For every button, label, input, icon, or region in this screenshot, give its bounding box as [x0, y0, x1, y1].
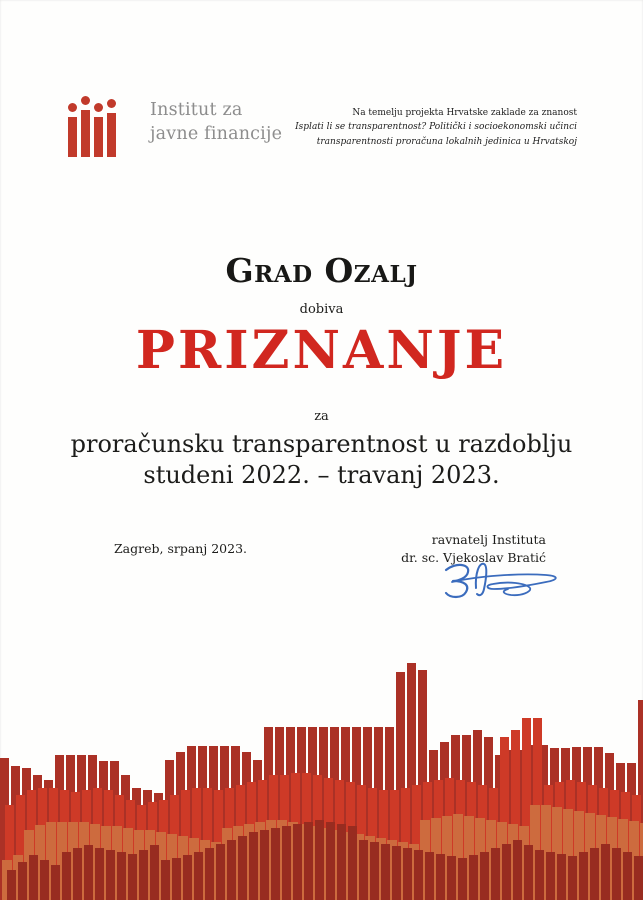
signature-icon [418, 556, 568, 611]
decoration-bar [557, 854, 566, 900]
institute-logo-icon [68, 96, 116, 157]
signatory-role: ravnatelj Instituta [431, 532, 546, 547]
for-label: za [314, 409, 329, 424]
decoration-bar [18, 862, 27, 900]
decoration-bar [238, 836, 247, 900]
decoration-bar [293, 824, 302, 900]
decoration-bar [62, 852, 71, 900]
decoration-bar [414, 850, 423, 900]
decoration-bar [271, 828, 280, 900]
decoration-bar [469, 855, 478, 900]
decoration-bar [436, 854, 445, 900]
decoration-bar [29, 855, 38, 900]
receives-label: dobiva [299, 302, 344, 317]
decoration-bar [579, 852, 588, 900]
decoration-bar [249, 832, 258, 900]
decoration-bar [40, 860, 49, 900]
signatory-name: dr. sc. Vjekoslav Bratić [401, 549, 546, 565]
award-description [0, 429, 643, 491]
institute-name-line2: javne financije [150, 123, 283, 144]
decoration-bar [623, 852, 632, 900]
decoration-bar [73, 848, 82, 900]
decoration-bar [458, 858, 467, 900]
project-note-line3: transparentnosti proračuna lokalnih jedinica u Hrvatskoj [316, 136, 577, 147]
institute-name-line1: Institut za [150, 100, 243, 120]
decoration-bar [491, 848, 500, 900]
decoration-bar [392, 846, 401, 900]
decoration-bar [590, 848, 599, 900]
decoration-bar [150, 845, 159, 900]
decoration-bar [139, 850, 148, 900]
project-note [295, 106, 577, 149]
logo-i-glyph [94, 103, 103, 157]
decoration-bar [172, 858, 181, 900]
decoration-bar [359, 840, 368, 900]
bar-skyline-decoration [0, 655, 643, 900]
decoration-bar [403, 848, 412, 900]
decoration-bar [282, 826, 291, 900]
decoration-bar [370, 842, 379, 900]
institute-name [150, 99, 282, 146]
decoration-bar [480, 852, 489, 900]
decoration-bar [161, 860, 170, 900]
decoration-bar [194, 852, 203, 900]
decoration-bar [326, 822, 335, 900]
decoration-bar [183, 855, 192, 900]
decoration-bar [546, 852, 555, 900]
decoration-bar [535, 850, 544, 900]
logo-i-glyph [68, 103, 77, 157]
decoration-bar [7, 870, 16, 900]
decoration-bar [95, 848, 104, 900]
logo-i-glyph [107, 99, 116, 157]
decoration-bar [227, 840, 236, 900]
decoration-bar [524, 845, 533, 900]
decoration-bar [348, 826, 357, 900]
decoration-bar [634, 856, 643, 900]
decoration-bar [612, 848, 621, 900]
decoration-bar [117, 852, 126, 900]
decoration-bar [205, 848, 214, 900]
place-date: Zagreb, srpanj 2023. [114, 541, 247, 556]
award-description-line1: proračunsku transparentnost u razdoblju [70, 430, 573, 458]
decoration-bar [315, 820, 324, 900]
project-note-line2: Isplati li se transparentnost? Politički i socioekonomski učinci [295, 122, 577, 133]
decoration-bar [425, 852, 434, 900]
decoration-bar [513, 840, 522, 900]
decoration-bar [260, 830, 269, 900]
decoration-bar [106, 850, 115, 900]
award-title: PRIZNANJE [135, 320, 508, 381]
project-note-line1: Na temelju projekta Hrvatske zaklade za znanost [352, 108, 577, 118]
decoration-bar [502, 844, 511, 900]
award-description-line2: studeni 2022. – travanj 2023. [143, 461, 500, 490]
decoration-bar [381, 844, 390, 900]
decoration-bar [601, 844, 610, 900]
decoration-bar [447, 856, 456, 900]
decoration-bar [337, 824, 346, 900]
logo-i-glyph [81, 96, 90, 157]
decoration-bar [51, 865, 60, 900]
decoration-bar [84, 845, 93, 900]
recipient-name: Grad Ozalj [225, 251, 418, 290]
decoration-bar [304, 822, 313, 900]
decoration-bar [216, 844, 225, 900]
decoration-bar [128, 854, 137, 900]
decoration-bar [568, 856, 577, 900]
